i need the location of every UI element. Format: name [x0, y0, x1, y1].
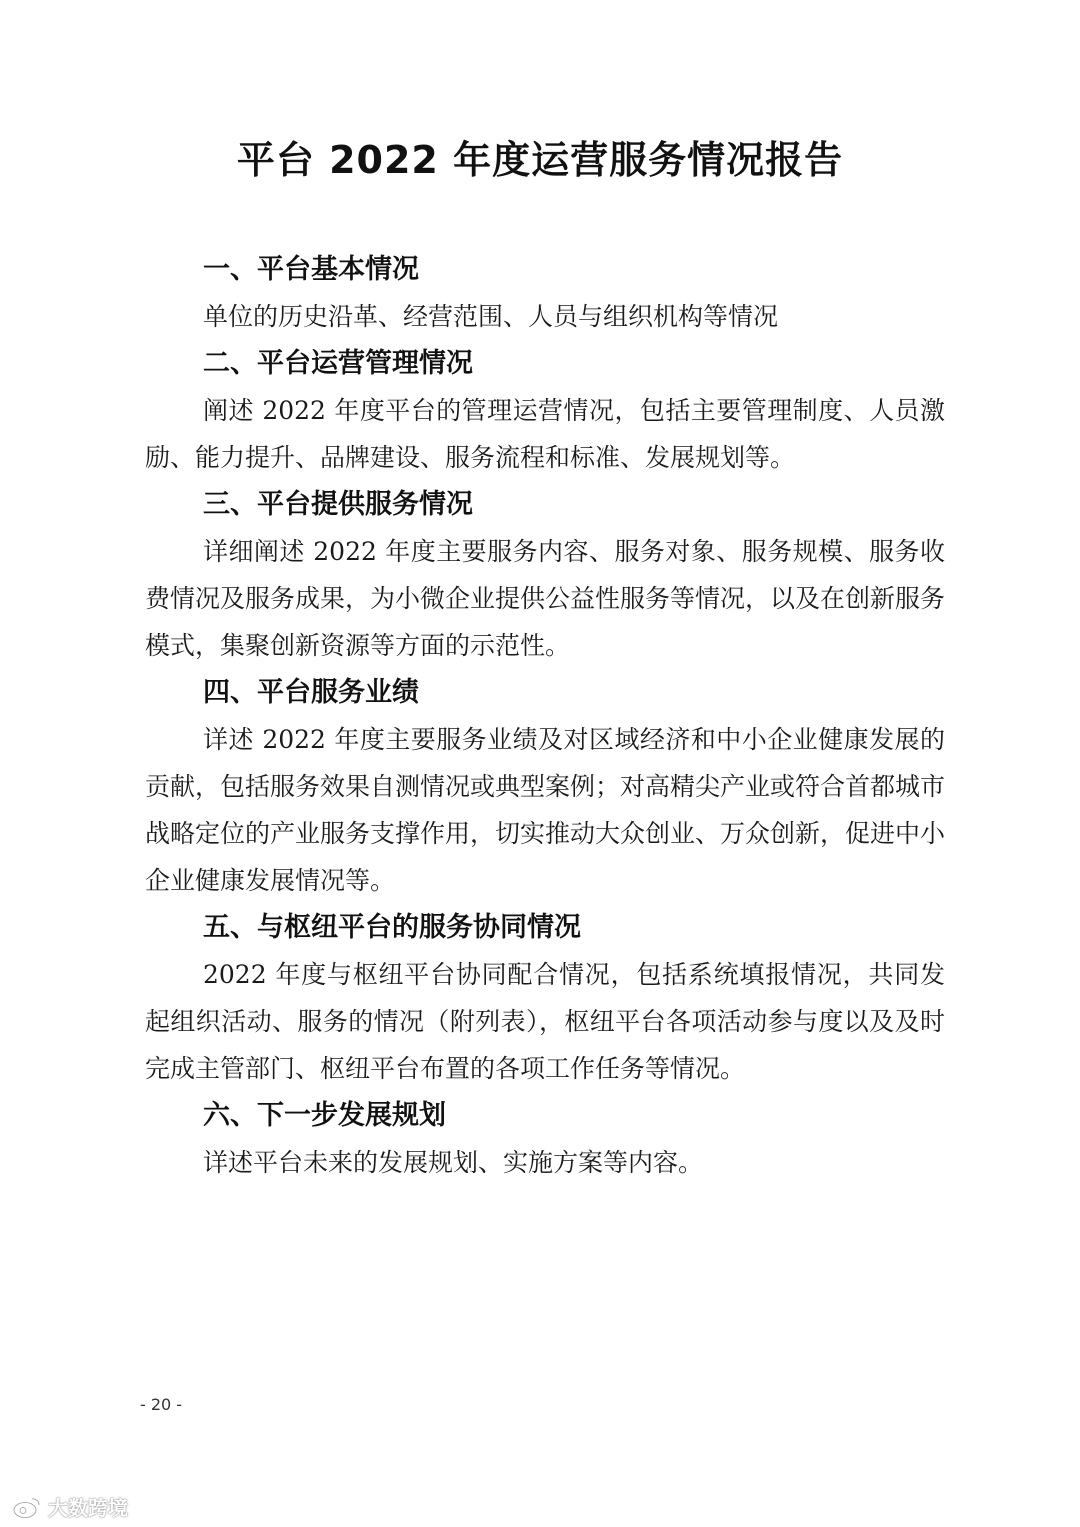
section-body: 详述 2022 年度主要服务业绩及对区域经济和中小企业健康发展的贡献，包括服务效果自测情况或典型案例；对高精尖产业或符合首都城市战略定位的产业服务支撑作用，切实推动大众创业、万众创新，促进中小企业健康发展情况等。: [145, 725, 946, 895]
page-number: - 20 -: [140, 1395, 183, 1414]
section-heading: 六、下一步发展规划: [203, 1100, 446, 1131]
page-title: 平台 2022 年度运营服务情况报告: [236, 138, 844, 182]
section-body: 单位的历史沿革、经营范围、人员与组织机构等情况: [203, 302, 779, 331]
weibo-logo-icon: [12, 1495, 42, 1519]
watermark-text: 大数跨境: [48, 1496, 128, 1520]
section-basic-info: [145, 246, 945, 340]
section-body: 详细阐述 2022 年度主要服务内容、服务对象、服务规模、服务收费情况及服务成果，为小微企业提供公益性服务等情况，以及在创新服务模式，集聚创新资源等方面的示范性。: [145, 537, 946, 660]
section-body: 详述平台未来的发展规划、实施方案等内容。: [203, 1148, 704, 1177]
section-operation-management: [145, 340, 945, 481]
section-services-provided: [145, 481, 945, 669]
section-heading: 五、与枢纽平台的服务协同情况: [203, 912, 581, 943]
section-heading: 四、平台服务业绩: [203, 677, 419, 708]
section-hub-collaboration: [145, 904, 945, 1092]
section-heading: 三、平台提供服务情况: [203, 489, 473, 520]
section-body: 阐述 2022 年度平台的管理运营情况，包括主要管理制度、人员激励、能力提升、品牌建设、服务流程和标准、发展规划等。: [145, 396, 945, 472]
section-service-performance: [145, 669, 945, 904]
section-next-steps: [145, 1092, 945, 1186]
section-body: 2022 年度与枢纽平台协同配合情况，包括系统填报情况，共同发起组织活动、服务的情况（附列表），枢纽平台各项活动参与度以及及时完成主管部门、枢纽平台布置的各项工作任务等情况。: [145, 960, 945, 1083]
section-heading: 二、平台运营管理情况: [203, 348, 473, 379]
document-body: [145, 246, 945, 1186]
watermark: [12, 1492, 128, 1521]
section-heading: 一、平台基本情况: [203, 254, 419, 285]
